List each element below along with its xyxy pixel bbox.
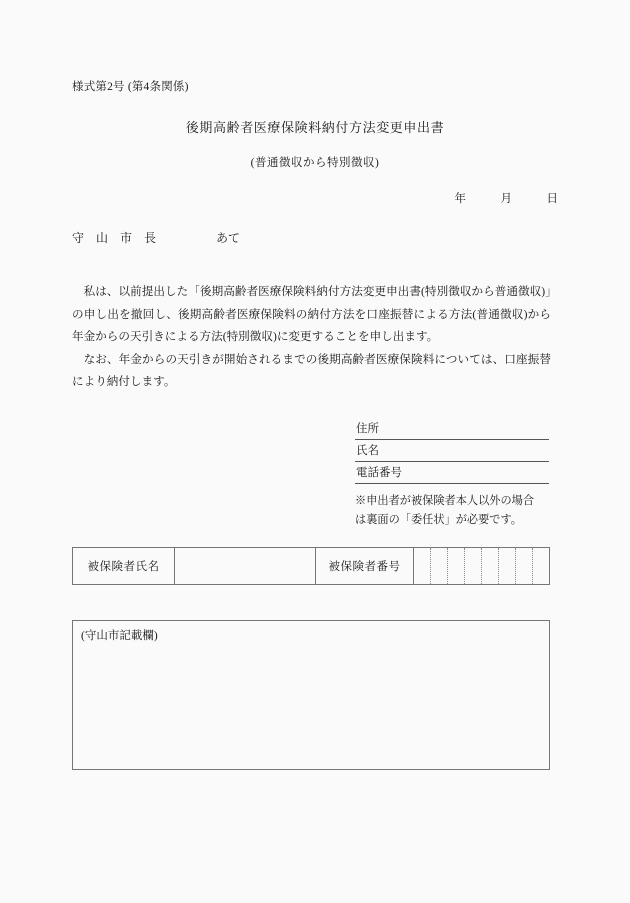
digit-box[interactable] [482,548,499,584]
body-paragraph-2: なお、年金からの天引きが開始されるまでの後期高齢者医療保険料については、口座振替により納付します。 [72,352,551,388]
body-paragraph-1: 私は、以前提出した「後期高齢者医療保険料納付方法変更申出書(特別徴収から普通徴収)」の申し出を撤回し、後期高齢者医療保険料の納付方法を口座振替による方法(普通徴収)から年金からの天引きによる方法(特別徴収)に変更することを申し出ます。 [72,285,551,343]
digit-box[interactable] [465,548,482,584]
digit-box[interactable] [499,548,516,584]
digit-box[interactable] [448,548,465,584]
address-field[interactable]: 住所 [355,418,549,440]
digit-box[interactable] [533,548,549,584]
digit-box[interactable] [431,548,448,584]
form-number: 様式第2号 (第4条関係) [72,81,189,93]
proxy-note [355,492,555,530]
city-use-box-label: (守山市記載欄) [81,630,158,642]
proxy-note-line-1: ※申出者が被保険者本人以外の場合 [355,495,535,507]
applicant-fields [355,418,549,484]
page-subtitle: (普通徴収から特別徴収) [250,157,380,169]
phone-field[interactable]: 電話番号 [355,462,549,484]
insured-name-input[interactable] [175,548,316,584]
digit-box[interactable] [516,548,533,584]
page-title: 後期高齢者医療保険料納付方法変更申出書 [185,120,445,135]
insured-name-label: 被保険者氏名 [73,548,175,584]
proxy-note-line-2: は裏面の「委任状」が必要です。 [355,514,522,526]
insured-number-boxes [414,548,549,584]
insured-number-label: 被保険者番号 [316,548,414,584]
body-text [72,281,551,394]
insured-table [72,547,550,585]
city-use-box[interactable] [72,620,550,770]
digit-box[interactable] [414,548,431,584]
addressee-line: 守 山 市 長 あて [72,231,241,245]
name-field[interactable]: 氏名 [355,440,549,462]
date-line: 年 月 日 [454,193,558,205]
